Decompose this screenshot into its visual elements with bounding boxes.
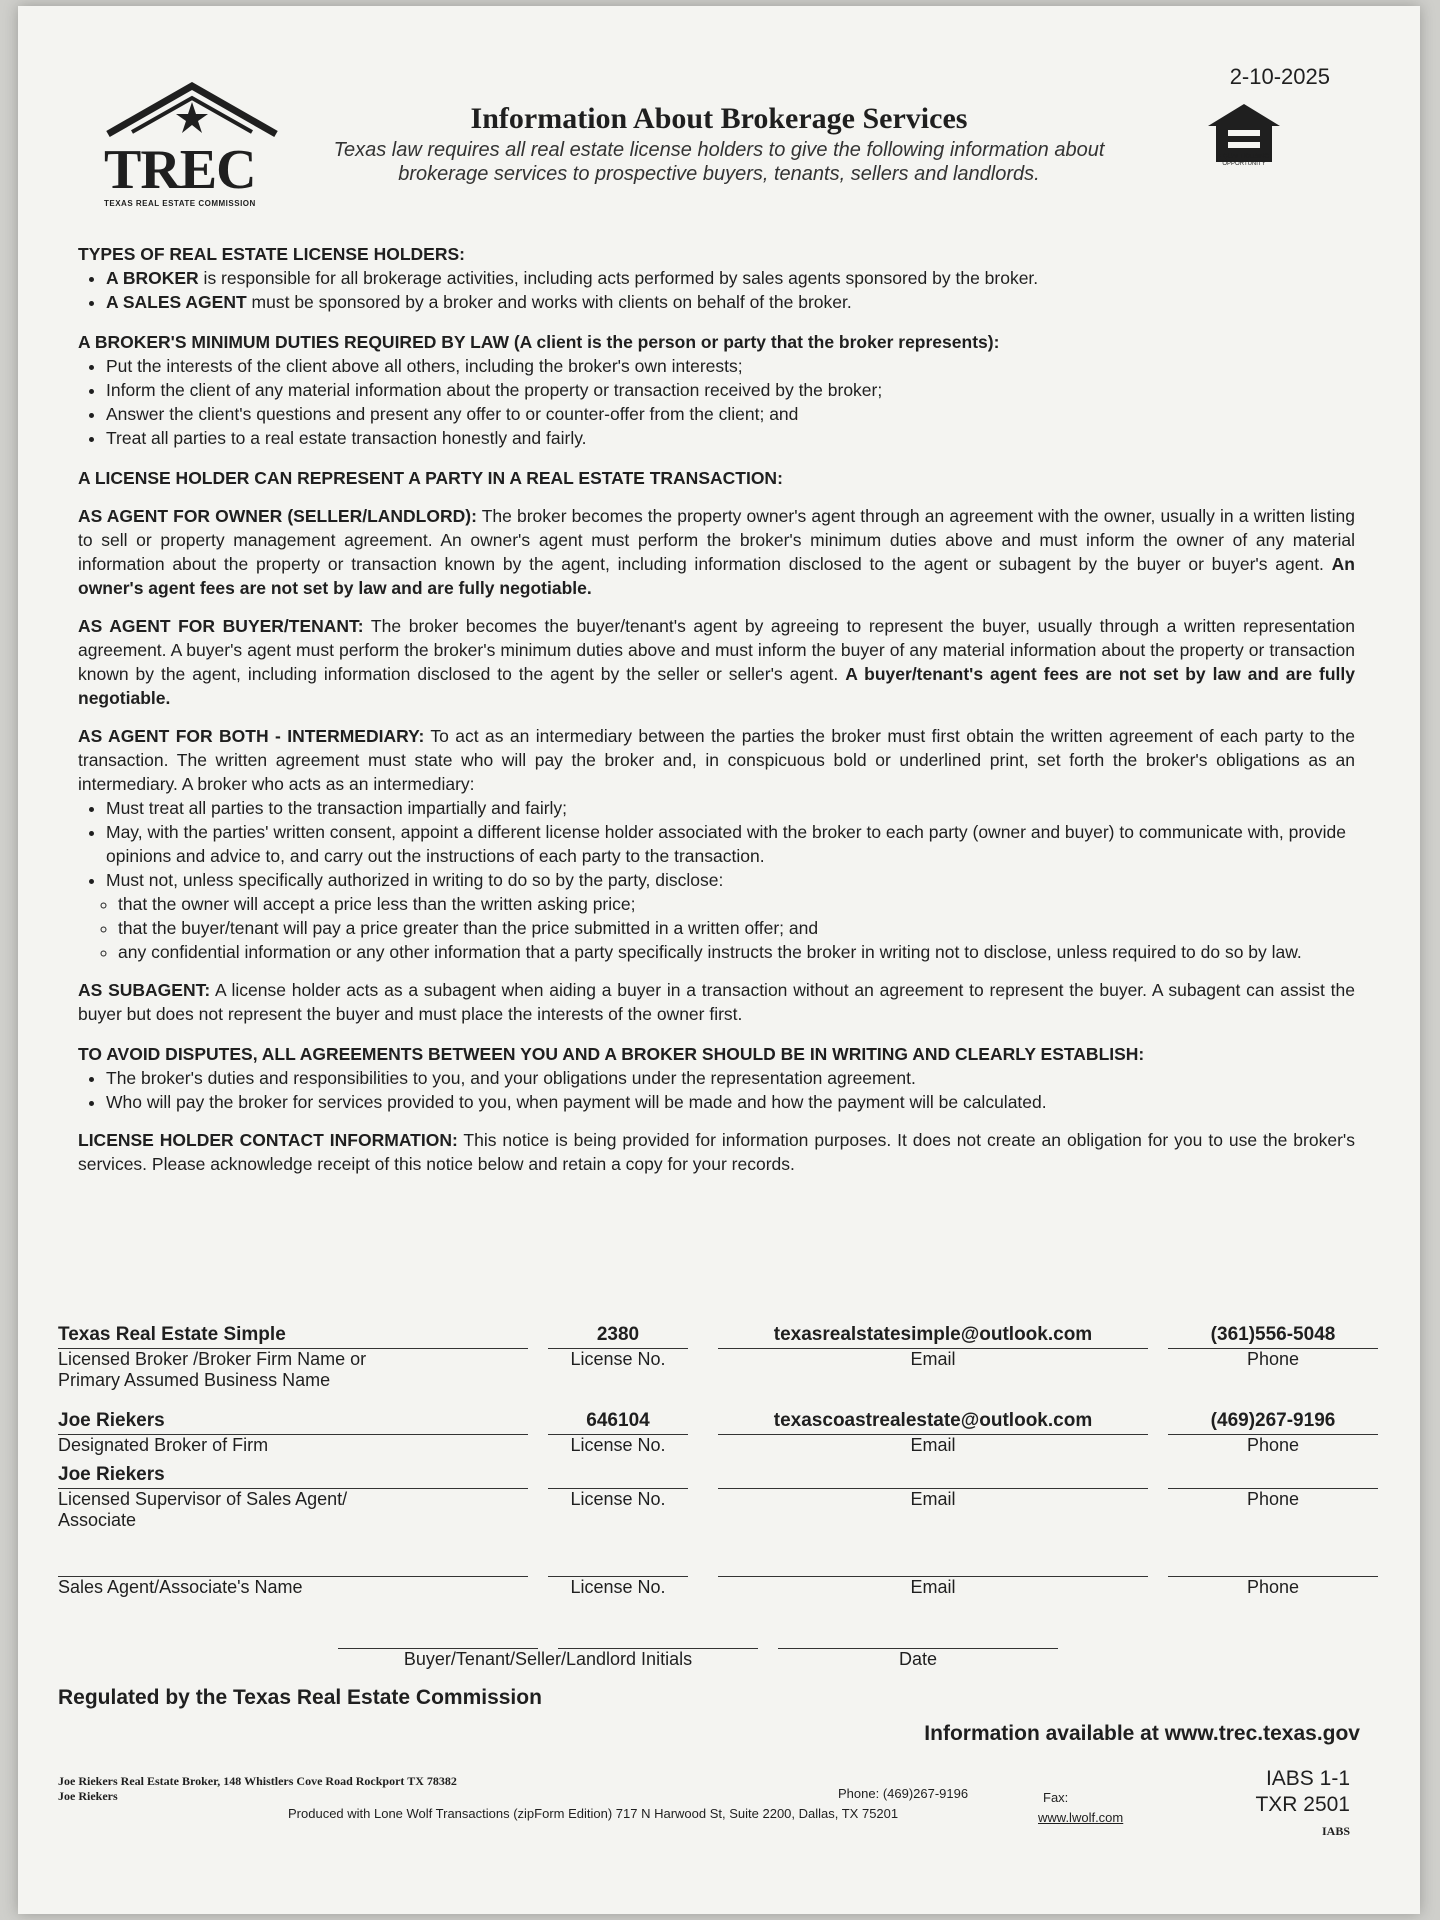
license-number[interactable] [548, 1464, 688, 1489]
initials-field-2[interactable] [558, 1624, 758, 1649]
disputes-list [78, 1066, 1355, 1114]
equal-housing-text: EQUAL HOUSING OPPORTUNITY [1219, 154, 1269, 167]
license-number[interactable]: 646104 [548, 1410, 688, 1435]
duties-list [78, 354, 1355, 450]
field-label: Sales Agent/Associate's Name [58, 1577, 303, 1597]
trec-logo-text: TREC [104, 139, 256, 201]
field-label: License No. [570, 1489, 666, 1509]
initials-label: Buyer/Tenant/Seller/Landlord Initials [403, 1649, 693, 1669]
field-label: Email [910, 1349, 956, 1369]
supervisor-name[interactable]: Joe Riekers [58, 1464, 528, 1489]
trec-logo-subtitle: TEXAS REAL ESTATE COMMISSION [104, 199, 256, 208]
phone-field[interactable]: (361)556-5048 [1168, 1324, 1378, 1349]
page-footer [58, 1686, 1360, 1838]
date-label: Date [898, 1649, 938, 1669]
list-item: • Who will pay the broker for services provided to you, when payment will be made and how the payment will be calculated. [106, 1090, 1355, 1114]
field-label: Phone [1246, 1435, 1300, 1455]
list-item: • Must treat all parties to the transaction impartially and fairly; [106, 796, 1355, 820]
list-item: • A SALES AGENT must be sponsored by a broker and works with clients on behalf of the broker. [106, 290, 1355, 314]
license-number[interactable] [548, 1552, 688, 1577]
document-body [78, 226, 1355, 1176]
website-link[interactable]: www.lwolf.com [1038, 1810, 1124, 1825]
field-label: License No. [570, 1349, 666, 1369]
list-item: • Put the interests of the client above all others, including the broker's own interests; [106, 354, 1355, 378]
field-label: Licensed Broker /Broker Firm Name or Primary Assumed Business Name [58, 1349, 367, 1390]
phone-field[interactable] [1168, 1552, 1378, 1577]
txr-id: TXR 2501 [1255, 1793, 1350, 1816]
broker-address-line: Joe Riekers Real Estate Broker, 148 Whistlers Cove Road Rockport TX 78382 [58, 1774, 457, 1788]
types-list [78, 266, 1355, 314]
contact-row [58, 1464, 1360, 1530]
list-item: ◦ that the buyer/tenant will pay a price greater than the price submitted in a written offer; and [118, 916, 1355, 940]
field-label: Phone [1246, 1577, 1300, 1597]
contact-paragraph: LICENSE HOLDER CONTACT INFORMATION: This notice is being provided for information purposes. It does not create an obligation for you to use the broker's services. Please acknowledge receipt of this notice below and retain a copy for your records. [78, 1130, 1355, 1174]
contact-row [58, 1410, 1360, 1470]
regulated-text: Regulated by the Texas Real Estate Commission [58, 1686, 542, 1709]
contact-row [58, 1552, 1360, 1612]
phone-field[interactable] [1168, 1464, 1378, 1489]
broker-name[interactable]: Texas Real Estate Simple [58, 1324, 528, 1349]
field-label: Phone [1246, 1349, 1300, 1369]
types-heading: TYPES OF REAL ESTATE LICENSE HOLDERS: [78, 244, 465, 264]
agent-name: Joe Riekers [58, 1789, 118, 1803]
intermediary-paragraph: AS AGENT FOR BOTH - INTERMEDIARY: To act as an intermediary between the parties the broker must first obtain the written agreement of each party to the transaction. The written agreement must state who will pay the broker and, in conspicuous bold or underlined print, set forth the broker's obligations as an intermediary. A broker who acts as an intermediary: [78, 726, 1355, 794]
phone-field[interactable]: (469)267-9196 [1168, 1410, 1378, 1435]
field-label: Email [910, 1489, 956, 1509]
disputes-heading: TO AVOID DISPUTES, ALL AGREEMENTS BETWEEN YOU AND A BROKER SHOULD BE IN WRITING AND CLEARLY ESTABLISH: [78, 1044, 1145, 1064]
field-label: Email [910, 1435, 956, 1455]
intermediary-sublist [78, 892, 1355, 964]
owner-agent-paragraph: AS AGENT FOR OWNER (SELLER/LANDLORD): The broker becomes the property owner's agent through an agreement with the owner, usually in a written listing to sell or property management agreement. An owner's agent must perform the broker's minimum duties above and must inform the owner of any material information about the property or transaction known by the agent, including information disclosed to the agent or subagent by the buyer or buyer's agent. An owner's agent fees are not set by law and are fully negotiable. [78, 506, 1355, 598]
list-item: • Inform the client of any material information about the property or transaction received by the broker; [106, 378, 1355, 402]
field-label: License No. [570, 1435, 666, 1455]
license-number[interactable]: 2380 [548, 1324, 688, 1349]
initials-field-1[interactable] [338, 1624, 538, 1649]
intermediary-list [78, 796, 1355, 892]
date-field[interactable] [778, 1624, 1058, 1649]
list-item: • May, with the parties' written consent, appoint a different license holder associated with the broker to each party (owner and buyer) to communicate with, provide opinions and advice to, and carry out the instructions of each party to the transaction. [106, 820, 1355, 868]
sales-agent-name[interactable] [58, 1552, 528, 1577]
list-item: • Answer the client's questions and present any offer to or counter-offer from the client; and [106, 402, 1355, 426]
form-date: 2-10-2025 [1229, 64, 1330, 89]
contact-row [58, 1324, 1360, 1390]
produced-with: Produced with Lone Wolf Transactions (zipForm Edition) 717 N Harwood St, Suite 2200, Dallas, TX 75201 [288, 1806, 899, 1821]
footer-phone: Phone: (469)267-9196 [838, 1786, 969, 1801]
field-label: Licensed Supervisor of Sales Agent/ Associate [58, 1489, 348, 1530]
page-title: Information About Brokerage Services [470, 102, 968, 135]
form-id: IABS 1-1 [1265, 1767, 1350, 1790]
email-field[interactable] [718, 1552, 1148, 1577]
subagent-paragraph: AS SUBAGENT: A license holder acts as a subagent when aiding a buyer in a transaction without an agreement to represent the buyer. A subagent can assist the buyer but does not represent the buyer and must place the interests of the owner first. [78, 980, 1355, 1024]
info-text: Information available at www.trec.texas.gov [924, 1722, 1360, 1745]
field-label: Designated Broker of Firm [58, 1435, 269, 1455]
field-label: Phone [1246, 1489, 1300, 1509]
initials-row [58, 1624, 1360, 1684]
email-field[interactable] [718, 1464, 1148, 1489]
footer-fax: Fax: [1043, 1790, 1069, 1805]
list-item: • Must not, unless specifically authorized in writing to do so by the party, disclose: [106, 868, 1355, 892]
list-item: • A BROKER is responsible for all brokerage activities, including acts performed by sales agents sponsored by the broker. [106, 266, 1355, 290]
represent-heading: A LICENSE HOLDER CAN REPRESENT A PARTY IN A REAL ESTATE TRANSACTION: [78, 468, 783, 488]
email-field[interactable]: texascoastrealestate@outlook.com [718, 1410, 1148, 1435]
field-label: License No. [570, 1577, 666, 1597]
page-subtitle: Texas law requires all real estate license holders to give the following information about brokerage services to prospective buyers, tenants, sellers and landlords. [333, 139, 1105, 185]
email-field[interactable]: texasrealstatesimple@outlook.com [718, 1324, 1148, 1349]
document-page [18, 6, 1420, 1914]
list-item: ◦ any confidential information or any other information that a party specifically instructs the broker in writing not to disclose, unless required to do so by law. [118, 940, 1355, 964]
designated-broker-name[interactable]: Joe Riekers [58, 1410, 528, 1435]
buyer-agent-paragraph: AS AGENT FOR BUYER/TENANT: The broker becomes the buyer/tenant's agent by agreeing to represent the buyer, usually through a written representation agreement. A buyer's agent must perform the broker's minimum duties above and must inform the buyer of any material information about the property or transaction known by the agent, including information disclosed to the agent by the seller or seller's agent. A buyer/tenant's agent fees are not set by law and are fully negotiable. [78, 616, 1355, 708]
duties-heading: A BROKER'S MINIMUM DUTIES REQUIRED BY LAW (A client is the person or party that the broker represents): [78, 332, 1000, 352]
field-label: Email [910, 1577, 956, 1597]
iabs-label: IABS [1321, 1824, 1350, 1838]
list-item: ◦ that the owner will accept a price less than the written asking price; [118, 892, 1355, 916]
list-item: • Treat all parties to a real estate transaction honestly and fairly. [106, 426, 1355, 450]
list-item: • The broker's duties and responsibilities to you, and your obligations under the representation agreement. [106, 1066, 1355, 1090]
